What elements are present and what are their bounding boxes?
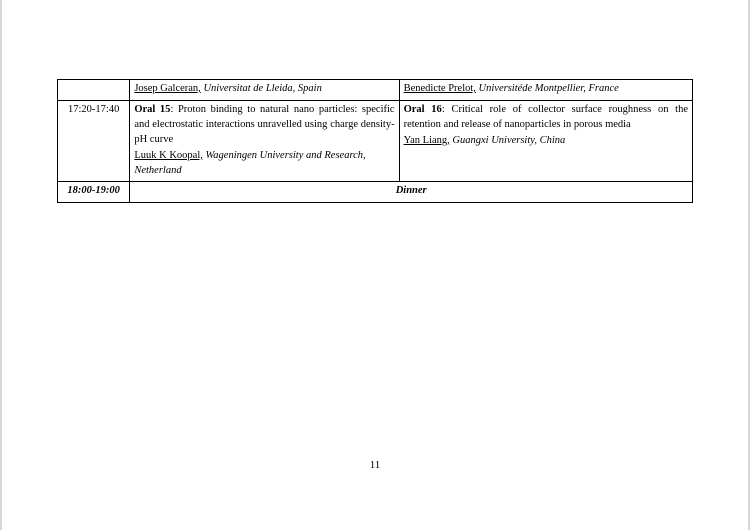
speaker-affiliation-b: Guangxi University, China [452, 134, 566, 146]
oral-label-a: Oral 15 [134, 103, 171, 115]
chair-name-a: Josep Galceran, [134, 83, 201, 94]
schedule-table [57, 79, 693, 203]
time-cell-empty [58, 80, 130, 101]
table-row [58, 100, 693, 182]
session-chair-a [130, 80, 399, 101]
page-number: 11 [369, 459, 381, 471]
oral-label-b: Oral 16 [403, 103, 442, 115]
talk-title-b [404, 103, 688, 133]
oral-title-a: : Proton binding to natural nano particles: specific and electrostatic interactions unravelled using charge density-pH curve [134, 103, 395, 145]
time-slot-cell: 17:20-17:40 [58, 100, 130, 182]
chair-name-b: Benedicte Prelot, [403, 83, 476, 94]
dinner-time-cell: 18:00-19:00 [58, 182, 130, 203]
talk-cell-b [399, 100, 692, 182]
oral-title-b: : Critical role of collector surface roughness on the retention and release of nanoparticles in porous media [403, 103, 688, 130]
table-row [58, 80, 693, 101]
speaker-line-a [134, 149, 394, 179]
chair-affiliation-a: Universitat de Lleida, Spain [203, 83, 322, 94]
talk-title-a [134, 103, 394, 148]
dinner-label-cell: Dinner [130, 182, 693, 203]
chair-affiliation-b: Universitéde Montpellier, France [478, 83, 619, 94]
talk-cell-a [130, 100, 399, 182]
speaker-name-b: Yan Liang, [403, 134, 450, 146]
speaker-affiliation-a: Wageningen University and Research, Netherland [134, 149, 366, 176]
speaker-name-a: Luuk K Koopal, [134, 149, 203, 161]
table-row [58, 182, 693, 203]
speaker-line-b [404, 134, 688, 149]
session-chair-b [399, 80, 692, 101]
page-edge-left [0, 0, 2, 530]
